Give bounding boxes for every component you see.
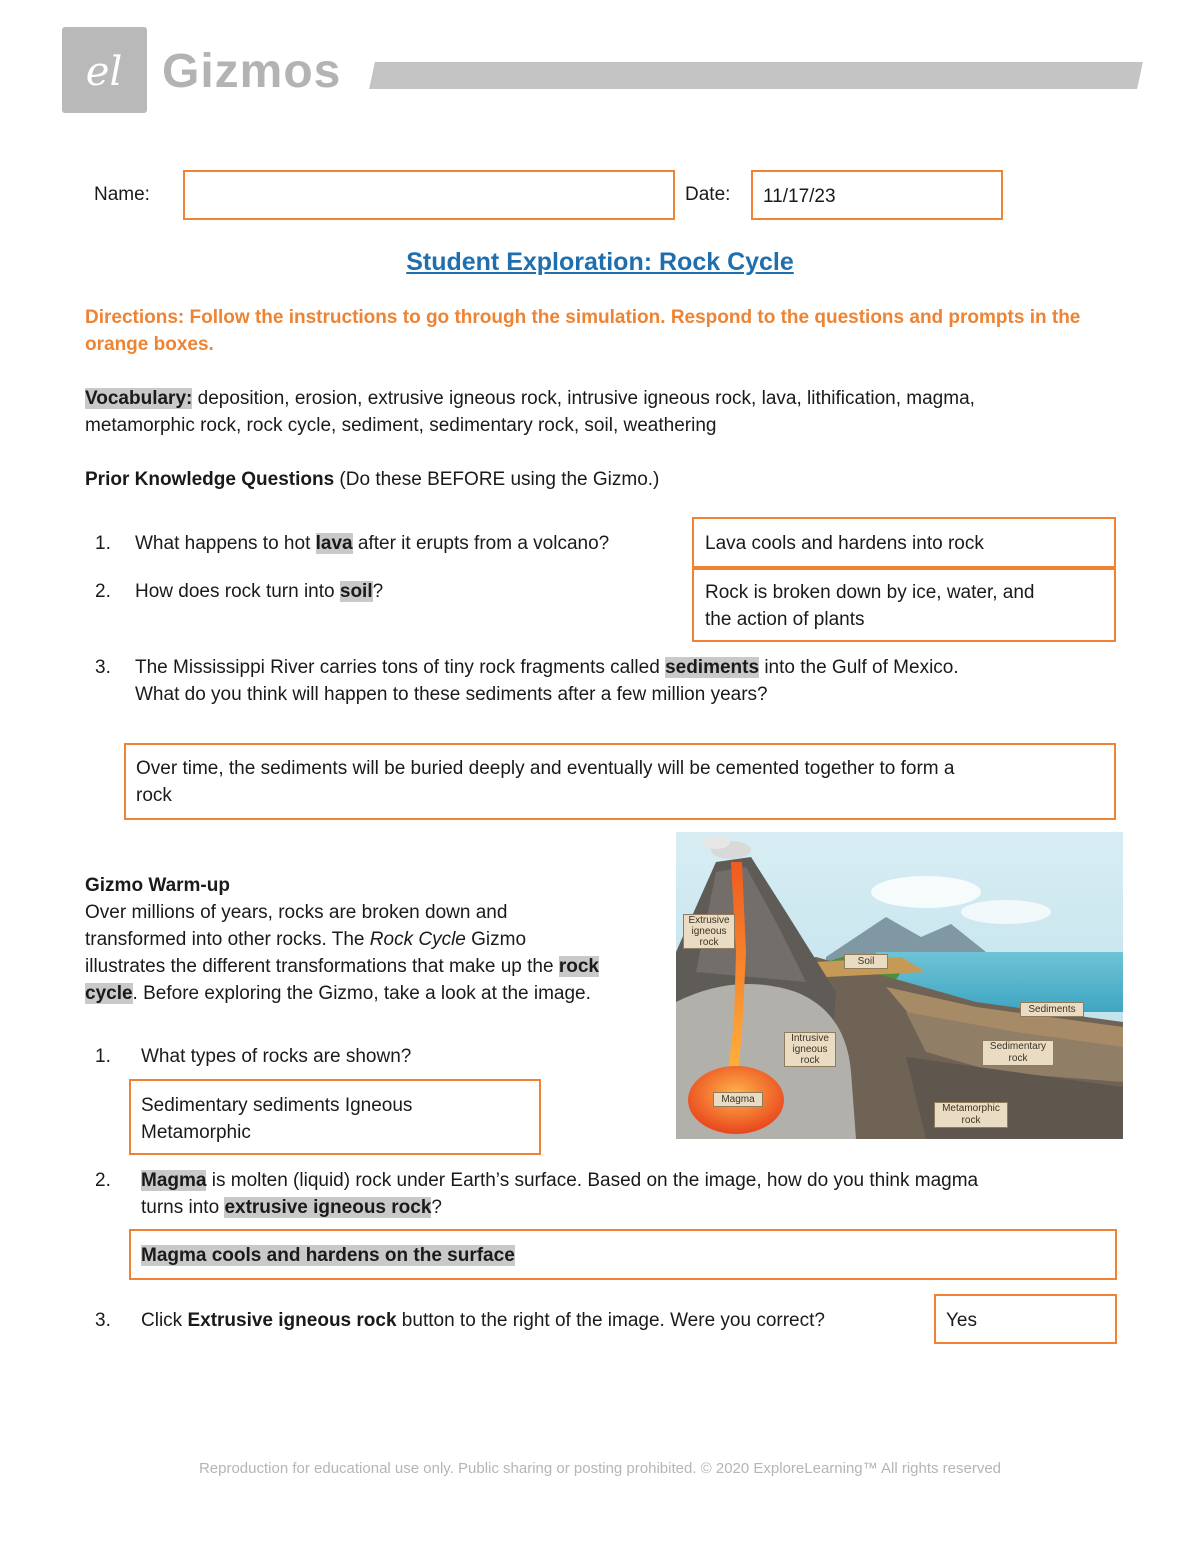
magma-label: Magma [713,1092,763,1107]
metamorphic-rock-label: Metamorphic rock [934,1102,1008,1128]
directions: Directions: Follow the instructions to go through the simulation. Respond to the questions and prompts in the orange boxes. [85,307,1081,355]
warmup-q3-text: Click Extrusive igneous rock button to the right of the image. Were you correct? [141,1310,825,1331]
vocabulary-line2: metamorphic rock, rock cycle, sediment, sedimentary rock, soil, weathering [85,415,717,436]
logo-icon [62,27,147,113]
sediments-label: Sediments [1020,1002,1084,1017]
intrusive-rock-label: Intrusive igneous rock [784,1032,836,1067]
vocabulary-label: Vocabulary: [85,388,193,409]
rock-cycle-image [676,832,1123,1139]
warmup-q3-number: 3. [95,1310,111,1331]
prior-q3-answer-box[interactable]: Over time, the sediments will be buried deeply and eventually will be cemented together to form a rock [124,743,1116,820]
warmup-q2-number: 2. [95,1170,111,1191]
name-label: Name: [94,184,150,205]
prior-q1-text: What happens to hot lava after it erupts from a volcano? [135,533,610,554]
date-field[interactable] [751,170,1003,220]
warmup-q1-number: 1. [95,1046,111,1067]
warmup-q2-answer: Magma cools and hardens on the surface [141,1245,515,1266]
warmup-heading: Gizmo Warm-up [85,875,230,896]
name-field[interactable] [183,170,675,220]
prior-q2-number: 2. [95,581,111,602]
prior-q2-answer-box[interactable]: Rock is broken down by ice, water, and the action of plants [692,568,1116,642]
warmup-q3-answer: Yes [946,1310,977,1331]
warmup-q1-answer-box[interactable]: Sedimentary sediments Igneous Metamorphic [129,1079,541,1155]
extrusive-rock-label: Extrusive igneous rock [683,914,735,949]
warmup-paragraph: Over millions of years, rocks are broken down and transformed into other rocks. The Rock Cycle Gizmo illustrates the different transformations that make up the rock cycle. Before exploring the Gizmo, take a look at the image. [85,902,599,1004]
prior-q3-text: The Mississippi River carries tons of tiny rock fragments called sediments into the Gulf of Mexico. What do you think will happen to these sediments after a few million years? [135,657,959,705]
sedimentary-rock-label: Sedimentary rock [982,1040,1054,1066]
warmup-q1-text: What types of rocks are shown? [141,1046,412,1067]
prior-knowledge-heading: Prior Knowledge Questions (Do these BEFORE using the Gizmo.) [85,469,660,490]
vocabulary [85,385,1115,439]
date-label: Date: [685,184,731,205]
warmup-q3-answer-box[interactable] [934,1294,1117,1344]
prior-q1-number: 1. [95,533,111,554]
prior-q2-text: How does rock turn into soil? [135,581,384,602]
header-bar [369,62,1143,89]
svg-text:el: el [85,49,123,95]
prior-q1-answer: Lava cools and hardens into rock [705,533,984,554]
vocabulary-line1: deposition, erosion, extrusive igneous rock, intrusive igneous rock, lava, lithification, magma, [192,388,975,409]
prior-q1-answer-box[interactable] [692,517,1116,568]
warmup-q2-text: Magma is molten (liquid) rock under Earth’s surface. Based on the image, how do you think magma turns into extrusive igneous rock? [141,1170,979,1218]
page-title: Student Exploration: Rock Cycle [406,248,794,276]
soil-label: Soil [844,954,888,969]
footer-copyright: Reproduction for educational use only. Public sharing or posting prohibited. © 2020 ExploreLearning™ All rights reserved [198,1460,1002,1477]
logo-text: Gizmos [162,45,342,98]
warmup-q2-answer-box[interactable] [129,1229,1117,1280]
date-value: 11/17/23 [763,186,836,207]
prior-q3-number: 3. [95,657,111,678]
